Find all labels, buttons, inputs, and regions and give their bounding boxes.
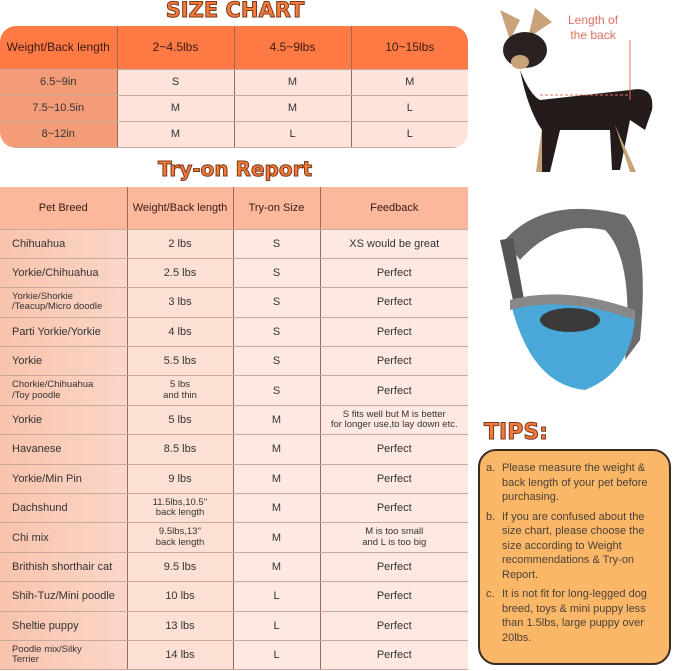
table-row bbox=[0, 347, 468, 376]
feedback-cell: XS would be great bbox=[320, 229, 468, 258]
feedback-cell: Perfect bbox=[320, 640, 468, 669]
size-cell: S bbox=[233, 317, 320, 346]
size-cell: M bbox=[233, 494, 320, 523]
size-cell: S bbox=[233, 376, 320, 405]
weight-cell: 5 lbs bbox=[127, 405, 233, 434]
size-cell: S bbox=[233, 347, 320, 376]
column-header: 2~4.5lbs bbox=[117, 26, 234, 69]
weight-cell: 8.5 lbs bbox=[127, 435, 233, 464]
feedback-cell: Perfect bbox=[320, 611, 468, 640]
breed-cell: Shih-Tuz/Mini poodle bbox=[0, 582, 127, 611]
size-cell: L bbox=[351, 95, 468, 121]
size-cell: M bbox=[233, 523, 320, 552]
tips-box bbox=[478, 449, 671, 665]
table-row bbox=[0, 611, 468, 640]
tip-text: If you are confused about the size chart, please choose the size according to Weight recommendations & Try-on Report. bbox=[502, 510, 645, 581]
size-cell: S bbox=[117, 69, 234, 95]
table-row bbox=[0, 229, 468, 258]
table-row bbox=[0, 494, 468, 523]
tryon-report-title: Try-on Report bbox=[157, 157, 313, 181]
table-row bbox=[0, 69, 468, 95]
column-header: Feedback bbox=[320, 187, 468, 229]
feedback-cell: M is too small and L is too big bbox=[320, 523, 468, 552]
feedback-cell: Perfect bbox=[320, 435, 468, 464]
size-cell: L bbox=[233, 582, 320, 611]
table-row bbox=[0, 376, 468, 405]
weight-cell: 2 lbs bbox=[127, 229, 233, 258]
table-row bbox=[0, 582, 468, 611]
size-cell: M bbox=[233, 552, 320, 581]
tip-text: It is not fit for long-legged dog breed, toys & mini puppy less than 1.5lbs, large puppy over 20lbs. bbox=[502, 588, 647, 644]
size-cell: M bbox=[234, 69, 351, 95]
tip-item bbox=[486, 510, 661, 583]
feedback-cell: Perfect bbox=[320, 317, 468, 346]
size-cell: L bbox=[233, 640, 320, 669]
column-header: 4.5~9lbs bbox=[234, 26, 351, 69]
breed-cell: Yorkie/Chihuahua bbox=[0, 258, 127, 287]
back-length-label: Length of the back bbox=[568, 13, 619, 42]
tryon-report-table bbox=[0, 187, 468, 670]
weight-cell: 11.5lbs,10.5'' back length bbox=[127, 494, 233, 523]
column-header: Try-on Size bbox=[233, 187, 320, 229]
back-length-cell: 8~12in bbox=[0, 121, 117, 147]
weight-cell: 14 lbs bbox=[127, 640, 233, 669]
weight-cell: 3 lbs bbox=[127, 288, 233, 317]
size-cell: L bbox=[351, 121, 468, 147]
sling-bag-image bbox=[485, 200, 650, 400]
weight-cell: 9 lbs bbox=[127, 464, 233, 493]
size-cell: M bbox=[117, 95, 234, 121]
breed-cell: Havanese bbox=[0, 435, 127, 464]
breed-cell: Chi mix bbox=[0, 523, 127, 552]
size-chart-table bbox=[0, 26, 468, 148]
weight-cell: 5.5 lbs bbox=[127, 347, 233, 376]
feedback-cell: Perfect bbox=[320, 376, 468, 405]
breed-cell: Chihuahua bbox=[0, 229, 127, 258]
column-header: 10~15lbs bbox=[351, 26, 468, 69]
feedback-cell: Perfect bbox=[320, 464, 468, 493]
size-cell: M bbox=[117, 121, 234, 147]
breed-cell: Yorkie/Shorkie /Teacup/Micro doodle bbox=[0, 288, 127, 317]
breed-cell: Chorkie/Chihuahua /Toy poodle bbox=[0, 376, 127, 405]
table-row bbox=[0, 405, 468, 434]
feedback-cell: S fits well but M is better for longer use,to lay down etc. bbox=[320, 405, 468, 434]
column-header: Weight/Back length bbox=[0, 26, 117, 69]
breed-cell: Poodle mix/Silky Terrier bbox=[0, 640, 127, 669]
weight-cell: 5 lbs and thin bbox=[127, 376, 233, 405]
breed-cell: Parti Yorkie/Yorkie bbox=[0, 317, 127, 346]
tip-marker: b. bbox=[486, 510, 496, 523]
tip-marker: a. bbox=[486, 462, 496, 474]
size-chart-title: SIZE CHART bbox=[165, 0, 305, 22]
weight-cell: 2.5 lbs bbox=[127, 258, 233, 287]
breed-cell: Brithish shorthair cat bbox=[0, 552, 127, 581]
weight-cell: 9.5lbs,13'' back length bbox=[127, 523, 233, 552]
feedback-cell: Perfect bbox=[320, 288, 468, 317]
size-cell: L bbox=[233, 611, 320, 640]
tips-title: TIPS: bbox=[484, 420, 548, 445]
tip-text: Please measure the weight & back length of your pet before purchasing. bbox=[502, 462, 648, 503]
weight-cell: 13 lbs bbox=[127, 611, 233, 640]
feedback-cell: Perfect bbox=[320, 494, 468, 523]
feedback-cell: Perfect bbox=[320, 347, 468, 376]
table-row bbox=[0, 523, 468, 552]
size-cell: M bbox=[234, 95, 351, 121]
size-cell: S bbox=[233, 258, 320, 287]
breed-cell: Dachshund bbox=[0, 494, 127, 523]
back-length-cell: 6.5~9in bbox=[0, 69, 117, 95]
size-cell: S bbox=[233, 229, 320, 258]
table-row bbox=[0, 640, 468, 669]
table-row bbox=[0, 258, 468, 287]
column-header: Pet Breed bbox=[0, 187, 127, 229]
tip-marker: c. bbox=[486, 588, 495, 600]
tip-item bbox=[486, 461, 661, 505]
breed-cell: Yorkie bbox=[0, 405, 127, 434]
table-row bbox=[0, 317, 468, 346]
table-row bbox=[0, 95, 468, 121]
table-row bbox=[0, 288, 468, 317]
column-header: Weight/Back length bbox=[127, 187, 233, 229]
feedback-cell: Perfect bbox=[320, 582, 468, 611]
table-row bbox=[0, 435, 468, 464]
size-cell: S bbox=[233, 288, 320, 317]
feedback-cell: Perfect bbox=[320, 552, 468, 581]
size-cell: L bbox=[234, 121, 351, 147]
tip-item bbox=[486, 587, 661, 645]
size-cell: M bbox=[233, 464, 320, 493]
breed-cell: Sheltie puppy bbox=[0, 611, 127, 640]
breed-cell: Yorkie/Min Pin bbox=[0, 464, 127, 493]
weight-cell: 4 lbs bbox=[127, 317, 233, 346]
weight-cell: 10 lbs bbox=[127, 582, 233, 611]
weight-cell: 9.5 lbs bbox=[127, 552, 233, 581]
size-cell: M bbox=[233, 435, 320, 464]
feedback-cell: Perfect bbox=[320, 258, 468, 287]
size-cell: M bbox=[233, 405, 320, 434]
table-row bbox=[0, 121, 468, 147]
breed-cell: Yorkie bbox=[0, 347, 127, 376]
table-row bbox=[0, 464, 468, 493]
back-length-cell: 7.5~10.5in bbox=[0, 95, 117, 121]
size-cell: M bbox=[351, 69, 468, 95]
table-row bbox=[0, 552, 468, 581]
